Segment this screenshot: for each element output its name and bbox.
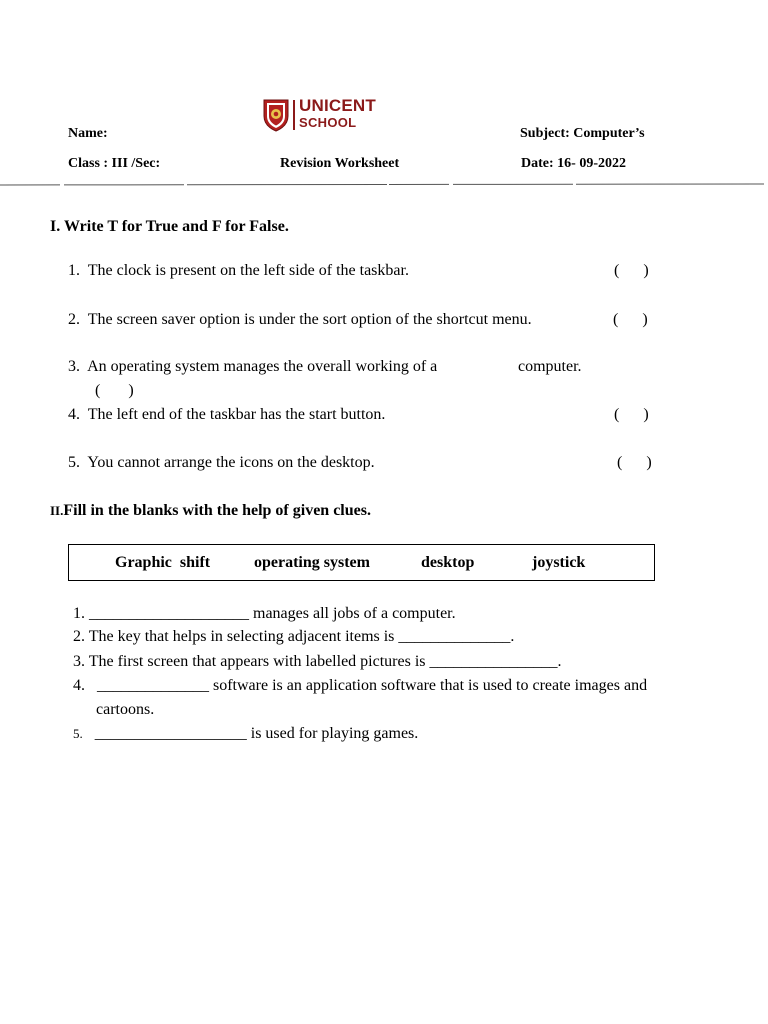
tf-item-1 <box>68 262 409 280</box>
tf-item-4 <box>68 406 385 424</box>
tf-item-2 <box>68 311 532 329</box>
answer-brackets-2[interactable]: ( ) <box>613 311 648 328</box>
item-text: The first screen that appears with labelled pictures is ________________. <box>88 653 562 670</box>
item-text: The key that helps in selecting adjacent items is ______________. <box>88 628 515 645</box>
answer-brackets-4[interactable]: ( ) <box>614 406 649 423</box>
item-text: An operating system manages the overall working of a <box>87 358 438 375</box>
clues-box <box>68 544 655 581</box>
clue-operating-system: operating system <box>254 554 370 571</box>
answer-brackets-3[interactable]: ( ) <box>95 382 134 399</box>
school-logo <box>262 98 382 134</box>
fill-item-4 <box>73 677 647 695</box>
item-number: 2. <box>68 311 80 328</box>
item-number: 3. <box>73 653 85 670</box>
tf-item-5 <box>68 454 375 472</box>
item-number: 1. <box>68 262 80 279</box>
tf-item-3 <box>68 358 437 376</box>
section1-heading: I. Write T for True and F for False. <box>50 218 289 235</box>
clue-graphic-shift: Graphic shift <box>115 554 211 571</box>
header-divider <box>0 183 764 186</box>
logo-school-name: UNICENT <box>299 96 376 115</box>
fill-item-2 <box>73 628 514 646</box>
item-number: 3. <box>68 358 80 375</box>
section2-heading-text: Fill in the blanks with the help of given clues. <box>63 502 371 519</box>
item-number: 5. <box>73 726 83 741</box>
fill-item-1 <box>73 605 456 623</box>
date-label <box>521 156 626 172</box>
name-label: Name: <box>68 126 108 141</box>
item-text: ____________________ manages all jobs of a computer. <box>89 605 456 622</box>
class-label: Class : III /Sec: <box>68 156 161 171</box>
fill-item-3 <box>73 653 561 671</box>
date-prefix: Date <box>521 156 549 171</box>
section2-heading <box>50 502 371 520</box>
item-text: ______________ software is an application software that is used to create images and <box>97 677 648 694</box>
clue-desktop: desktop <box>421 554 475 571</box>
section2-number: II. <box>50 503 64 518</box>
item-number: 5. <box>68 454 80 471</box>
logo-divider <box>293 100 295 130</box>
item-text-end: computer. <box>518 358 582 375</box>
item-number: 4. <box>73 677 85 694</box>
item-text: The screen saver option is under the sort option of the shortcut menu. <box>87 311 532 328</box>
item-number: 4. <box>68 406 80 423</box>
item-text: The left end of the taskbar has the start button. <box>87 406 386 423</box>
item-number: 1. <box>73 605 85 622</box>
worksheet-title: Revision Worksheet <box>280 156 400 171</box>
item-text: ___________________ is used for playing games. <box>94 725 419 742</box>
subject-label: Subject: Computer’s <box>520 126 645 141</box>
clue-joystick: joystick <box>532 554 586 571</box>
fill-item-4-continued: cartoons. <box>96 701 155 718</box>
answer-brackets-5[interactable]: ( ) <box>617 454 652 471</box>
date-value: : 16- 09-2022 <box>549 156 626 171</box>
answer-brackets-1[interactable]: ( ) <box>614 262 649 279</box>
item-text: The clock is present on the left side of the taskbar. <box>87 262 409 279</box>
fill-item-5 <box>73 725 418 743</box>
item-text: You cannot arrange the icons on the desktop. <box>87 454 375 471</box>
shield-crest-icon <box>262 98 290 132</box>
logo-school-word: SCHOOL <box>299 115 357 130</box>
item-number: 2. <box>73 628 85 645</box>
